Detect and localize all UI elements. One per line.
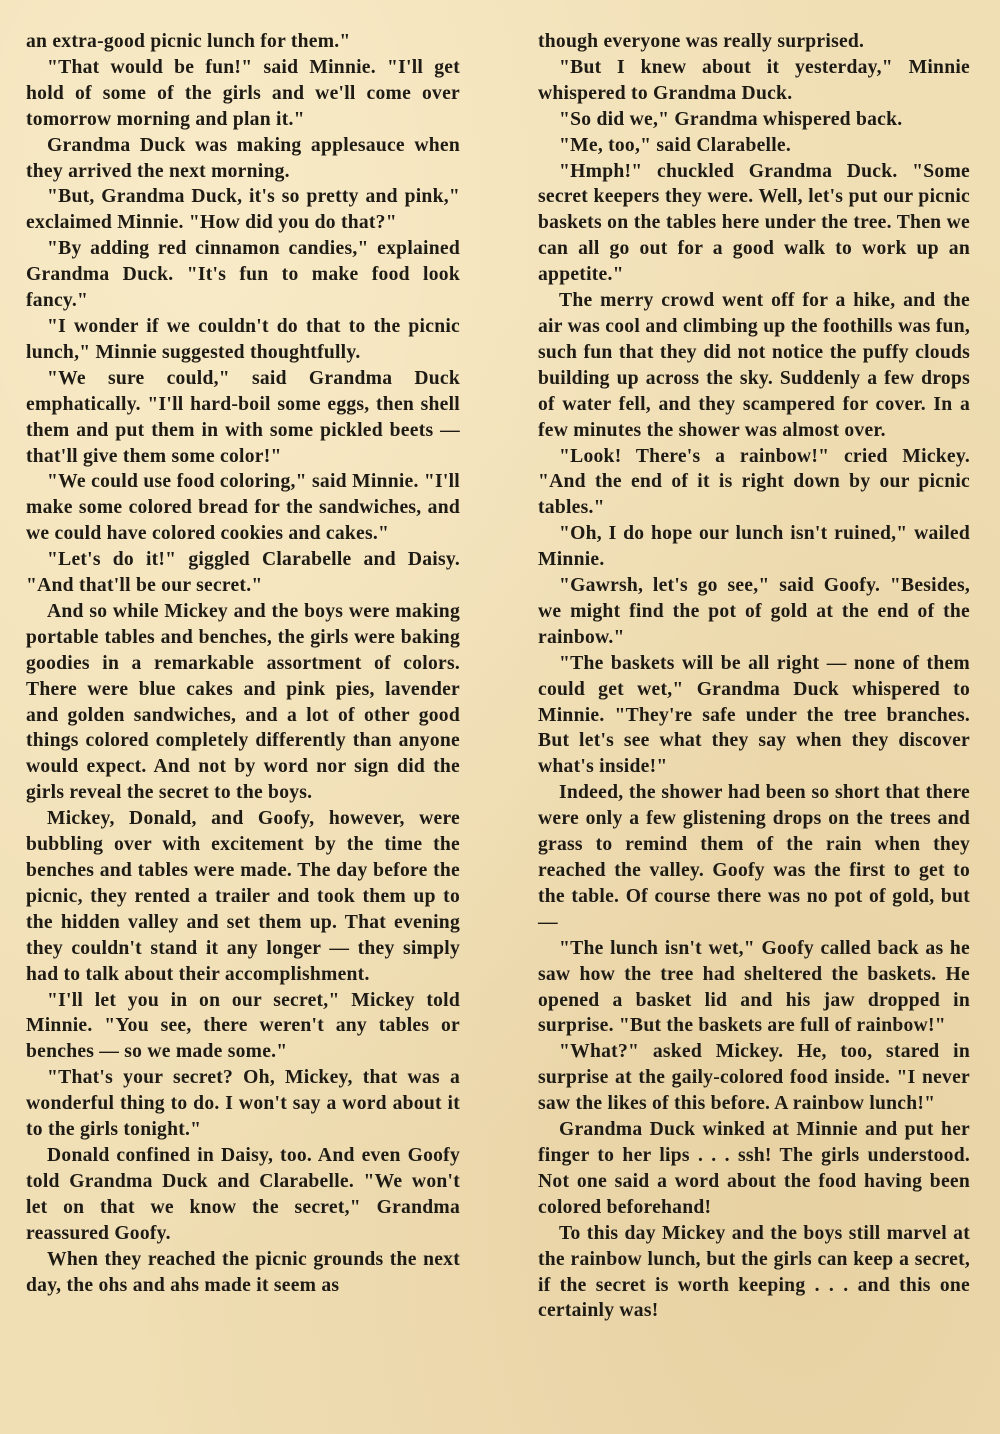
paragraph: "What?" asked Mickey. He, too, stared in surprise at the gaily-colored food inside. "I never saw the likes of this before. A rainbow lunch!" <box>538 1041 970 1115</box>
paragraph: "Let's do it!" giggled Clarabelle and Daisy. "And that'll be our secret." <box>26 549 460 597</box>
paragraph: The merry crowd went off for a hike, and the air was cool and climbing up the foothills was fun, such fun that they did not notice the puffy clouds building up across the sky. Suddenly a few drops of water fell, and they scampered for cover. In a few minutes the shower was almost over. <box>538 290 970 441</box>
paragraph: "Oh, I do hope our lunch isn't ruined," wailed Minnie. <box>538 523 970 571</box>
paragraph: "We could use food coloring," said Minnie. "I'll make some colored bread for the sandwiches, and we could have colored cookies and cakes." <box>26 471 460 545</box>
paragraph: "Gawrsh, let's go see," said Goofy. "Besides, we might find the pot of gold at the end of the rainbow." <box>538 575 970 648</box>
paragraph: "Hmph!" chuckled Grandma Duck. "Some secret keepers they were. Well, let's put our picnic baskets on the tables here under the tree. Then we can all go out for a good walk to work up an appetite." <box>538 160 970 286</box>
paragraph: "By adding red cinnamon candies," explained Grandma Duck. "It's fun to make food look fancy." <box>26 238 460 312</box>
paragraph: Indeed, the shower had been so short that there were only a few glistening drops on the trees and grass to remind them of the rain when they reached the valley. Goofy was the first to get to the table. Of course there was no pot of gold, but — <box>538 782 970 933</box>
paragraph: "I'll let you in on our secret," Mickey told Minnie. "You see, there weren't any tables or benches — so we made some." <box>26 989 460 1063</box>
left-text-column <box>26 29 460 1298</box>
paragraph: Grandma Duck was making applesauce when they arrived the next morning. <box>26 134 460 182</box>
paragraph: "But I knew about it yesterday," Minnie whispered to Grandma Duck. <box>538 56 970 104</box>
paragraph: When they reached the picnic grounds the next day, the ohs and ahs made it seem as <box>26 1248 460 1296</box>
paragraph: "Look! There's a rainbow!" cried Mickey. "And the end of it is right down by our picnic tables." <box>538 445 970 519</box>
paragraph: "But, Grandma Duck, it's so pretty and pink," exclaimed Minnie. "How did you do that?" <box>26 186 460 234</box>
paragraph: "That's your secret? Oh, Mickey, that was a wonderful thing to do. I won't say a word about it to the girls tonight." <box>26 1067 460 1141</box>
paragraph: "I wonder if we couldn't do that to the picnic lunch," Minnie suggested thoughtfully. <box>26 315 460 363</box>
paragraph: Donald confined in Daisy, too. And even Goofy told Grandma Duck and Clarabelle. "We won't let on that we know the secret," Grandma reassured Goofy. <box>26 1144 460 1244</box>
paragraph: To this day Mickey and the boys still marvel at the rainbow lunch, but the girls can keep a secret, if the secret is worth keeping . . . and this one certainly was! <box>538 1222 970 1322</box>
paragraph: "The baskets will be all right — none of them could get wet," Grandma Duck whispered to Minnie. "They're safe under the tree branches. But let's see what they say when they discover what's inside!" <box>538 652 970 778</box>
paragraph: "Me, too," said Clarabelle. <box>559 134 792 156</box>
paragraph: Grandma Duck winked at Minnie and put her finger to her lips . . . ssh! The girls understood. Not one said a word about the food having been colored beforehand! <box>538 1119 970 1218</box>
paragraph: "We sure could," said Grandma Duck emphatically. "I'll hard-boil some eggs, then shell them and put them in with some pickled beets — that'll give them some color!" <box>26 367 460 467</box>
paragraph: Mickey, Donald, and Goofy, however, were bubbling over with excitement by the time the benches and tables were made. The day before the picnic, they rented a trailer and took them up to the hidden valley and set them up. That evening they couldn't stand it any longer — they simply had to talk about their accomplishment. <box>26 808 460 985</box>
paragraph: an extra-good picnic lunch for them." <box>26 31 351 52</box>
paragraph: "So did we," Grandma whispered back. <box>559 108 903 130</box>
paragraph: And so while Mickey and the boys were making portable tables and benches, the girls were baking goodies in a remarkable assortment of colors. There were blue cakes and pink pies, lavender and golden sandwiches, and a lot of other good things colored completely differently than anyone would expect. And not by word nor sign did the girls reveal the secret to the boys. <box>26 600 460 804</box>
paragraph: though everyone was really surprised. <box>538 31 865 52</box>
paragraph: "The lunch isn't wet," Goofy called back as he saw how the tree had sheltered the baskets. He opened a basket lid and his jaw dropped in surprise. "But the baskets are full of rainbow!" <box>538 937 970 1037</box>
right-text-column <box>538 29 970 1324</box>
paragraph: "That would be fun!" said Minnie. "I'll get hold of some of the girls and we'll come over tomorrow morning and plan it." <box>26 56 460 130</box>
